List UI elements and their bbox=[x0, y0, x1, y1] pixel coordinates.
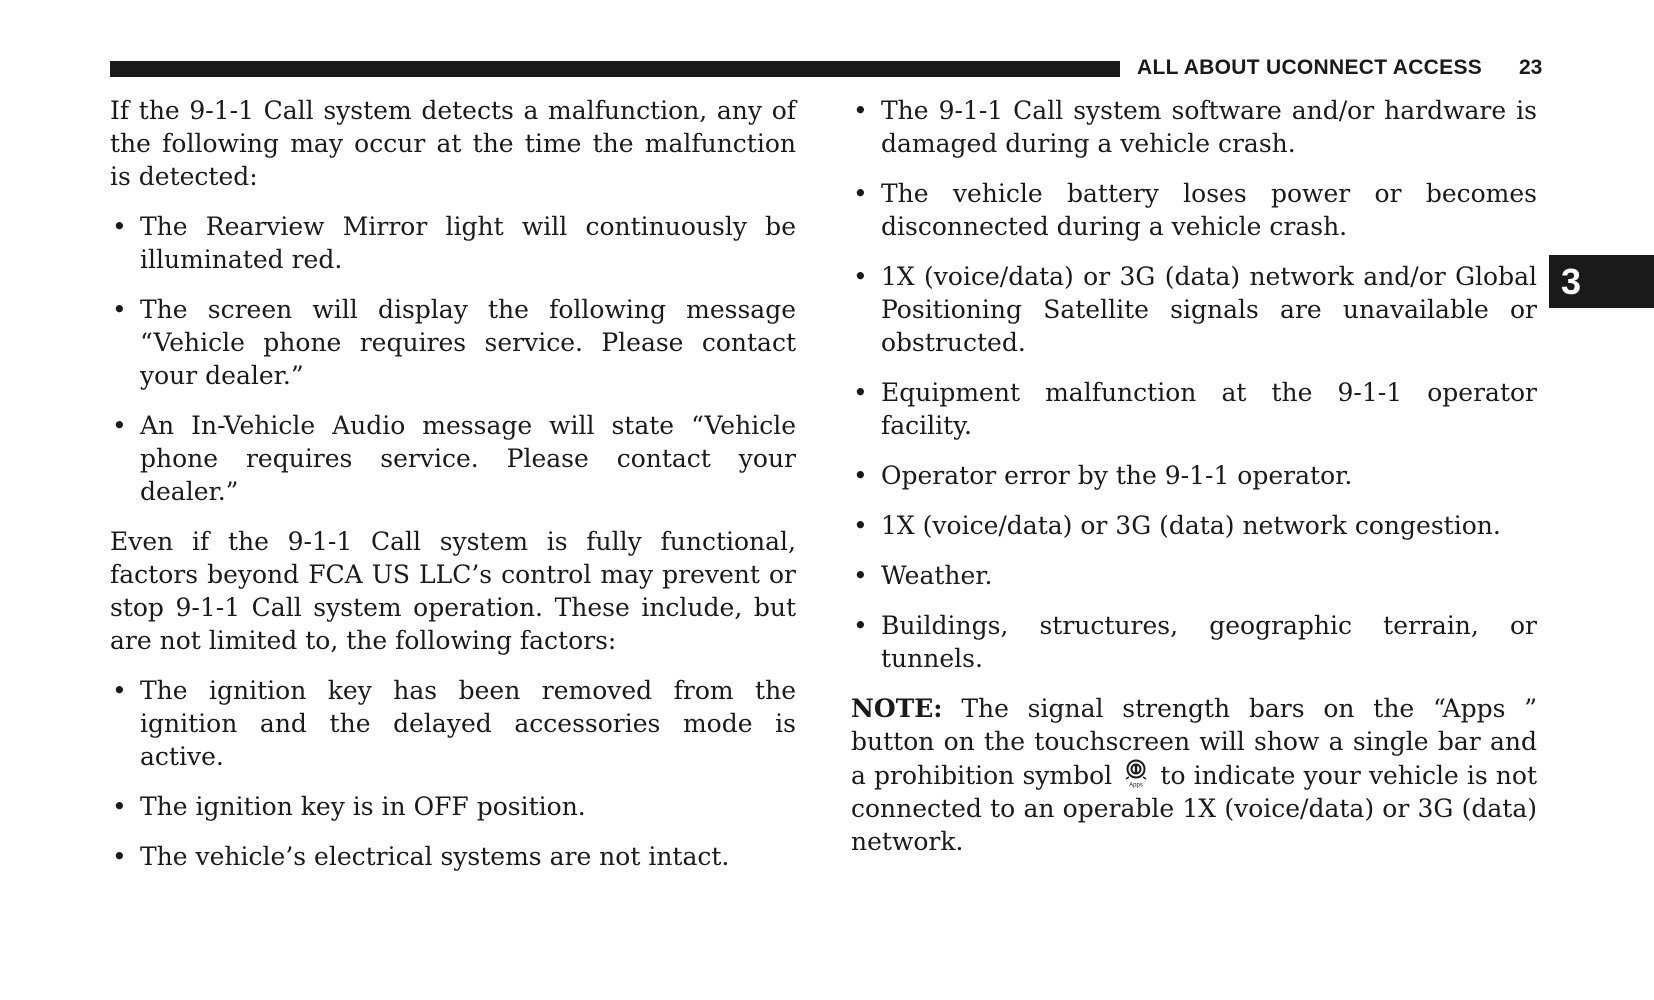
list-item: • Weather. bbox=[853, 561, 993, 590]
list-item: • The vehicle’s electrical systems are not intact. bbox=[112, 842, 730, 871]
bullet-icon: • bbox=[853, 511, 868, 540]
malfunction-list bbox=[110, 210, 796, 508]
factors-intro: Even if the 9-1-1 Call system is fully functional, factors beyond FCA US LLC’s control may prevent or stop 9-1-1 Call system operation. These include, but are not limited to, the following factors: bbox=[110, 527, 796, 655]
apps-prohibition-icon-graphic bbox=[1122, 758, 1150, 788]
list-item: • An In-Vehicle Audio message will state “Vehicle phone requires service. Please contact your dealer.” bbox=[112, 411, 796, 506]
malfunction-intro: If the 9-1-1 Call system detects a malfunction, any of the following may occur at the time the malfunction is detected: bbox=[110, 96, 796, 191]
bullet-icon: • bbox=[112, 212, 127, 241]
list-item: • The Rearview Mirror light will continuously be illuminated red. bbox=[112, 212, 796, 274]
note-paragraph bbox=[851, 692, 1537, 858]
factors-list-left bbox=[110, 674, 796, 873]
page-header-title: ALL ABOUT UCONNECT ACCESS bbox=[1137, 56, 1483, 79]
bullet-icon: • bbox=[112, 676, 127, 705]
bullet-icon: • bbox=[112, 842, 127, 871]
bullet-icon: • bbox=[112, 411, 127, 440]
list-item: • The 9-1-1 Call system software and/or hardware is damaged during a vehicle crash. bbox=[853, 96, 1537, 158]
page-number: 23 bbox=[1519, 56, 1543, 79]
list-item: • The ignition key is in OFF position. bbox=[112, 792, 586, 821]
list-item: • Buildings, structures, geographic terrain, or tunnels. bbox=[853, 611, 1537, 673]
bullet-icon: • bbox=[112, 295, 127, 324]
apps-icon-label: Apps bbox=[1129, 782, 1144, 788]
bullet-icon: • bbox=[853, 96, 868, 125]
note-label: NOTE: bbox=[851, 694, 943, 723]
header-rule bbox=[110, 61, 1120, 77]
apps-prohibition-icon bbox=[1122, 758, 1150, 788]
list-item: • The vehicle battery loses power or becomes disconnected during a vehicle crash. bbox=[853, 179, 1537, 241]
list-item: • 1X (voice/data) or 3G (data) network and/or Global Positioning Satellite signals are unavailable or obstructed. bbox=[853, 262, 1537, 357]
factors-list-right bbox=[851, 94, 1537, 675]
bullet-icon: • bbox=[853, 611, 868, 640]
right-column bbox=[851, 94, 1537, 875]
bullet-icon: • bbox=[853, 262, 868, 291]
list-item: • 1X (voice/data) or 3G (data) network congestion. bbox=[853, 511, 1501, 540]
chapter-tab: 3 bbox=[1549, 255, 1654, 308]
list-item: • The screen will display the following message “Vehicle phone requires service. Please contact your dealer.” bbox=[112, 295, 796, 390]
note-text-before-icon: The signal strength bars on the “Apps ” button on the touchscreen will show a single bar and a prohibition symbol bbox=[851, 694, 1537, 790]
bullet-icon: • bbox=[853, 461, 868, 490]
list-item: • The ignition key has been removed from the ignition and the delayed accessories mode is active. bbox=[112, 676, 796, 771]
list-item: • Equipment malfunction at the 9-1-1 operator facility. bbox=[853, 378, 1537, 440]
bullet-icon: • bbox=[853, 179, 868, 208]
bullet-icon: • bbox=[112, 792, 127, 821]
list-item: • Operator error by the 9-1-1 operator. bbox=[853, 461, 1353, 490]
bullet-icon: • bbox=[853, 561, 868, 590]
note-text-after-icon: to indicate your vehicle is not connected to an operable 1X (voice/data) or 3G (data) network. bbox=[851, 761, 1537, 856]
left-column bbox=[110, 94, 796, 890]
bullet-icon: • bbox=[853, 378, 868, 407]
